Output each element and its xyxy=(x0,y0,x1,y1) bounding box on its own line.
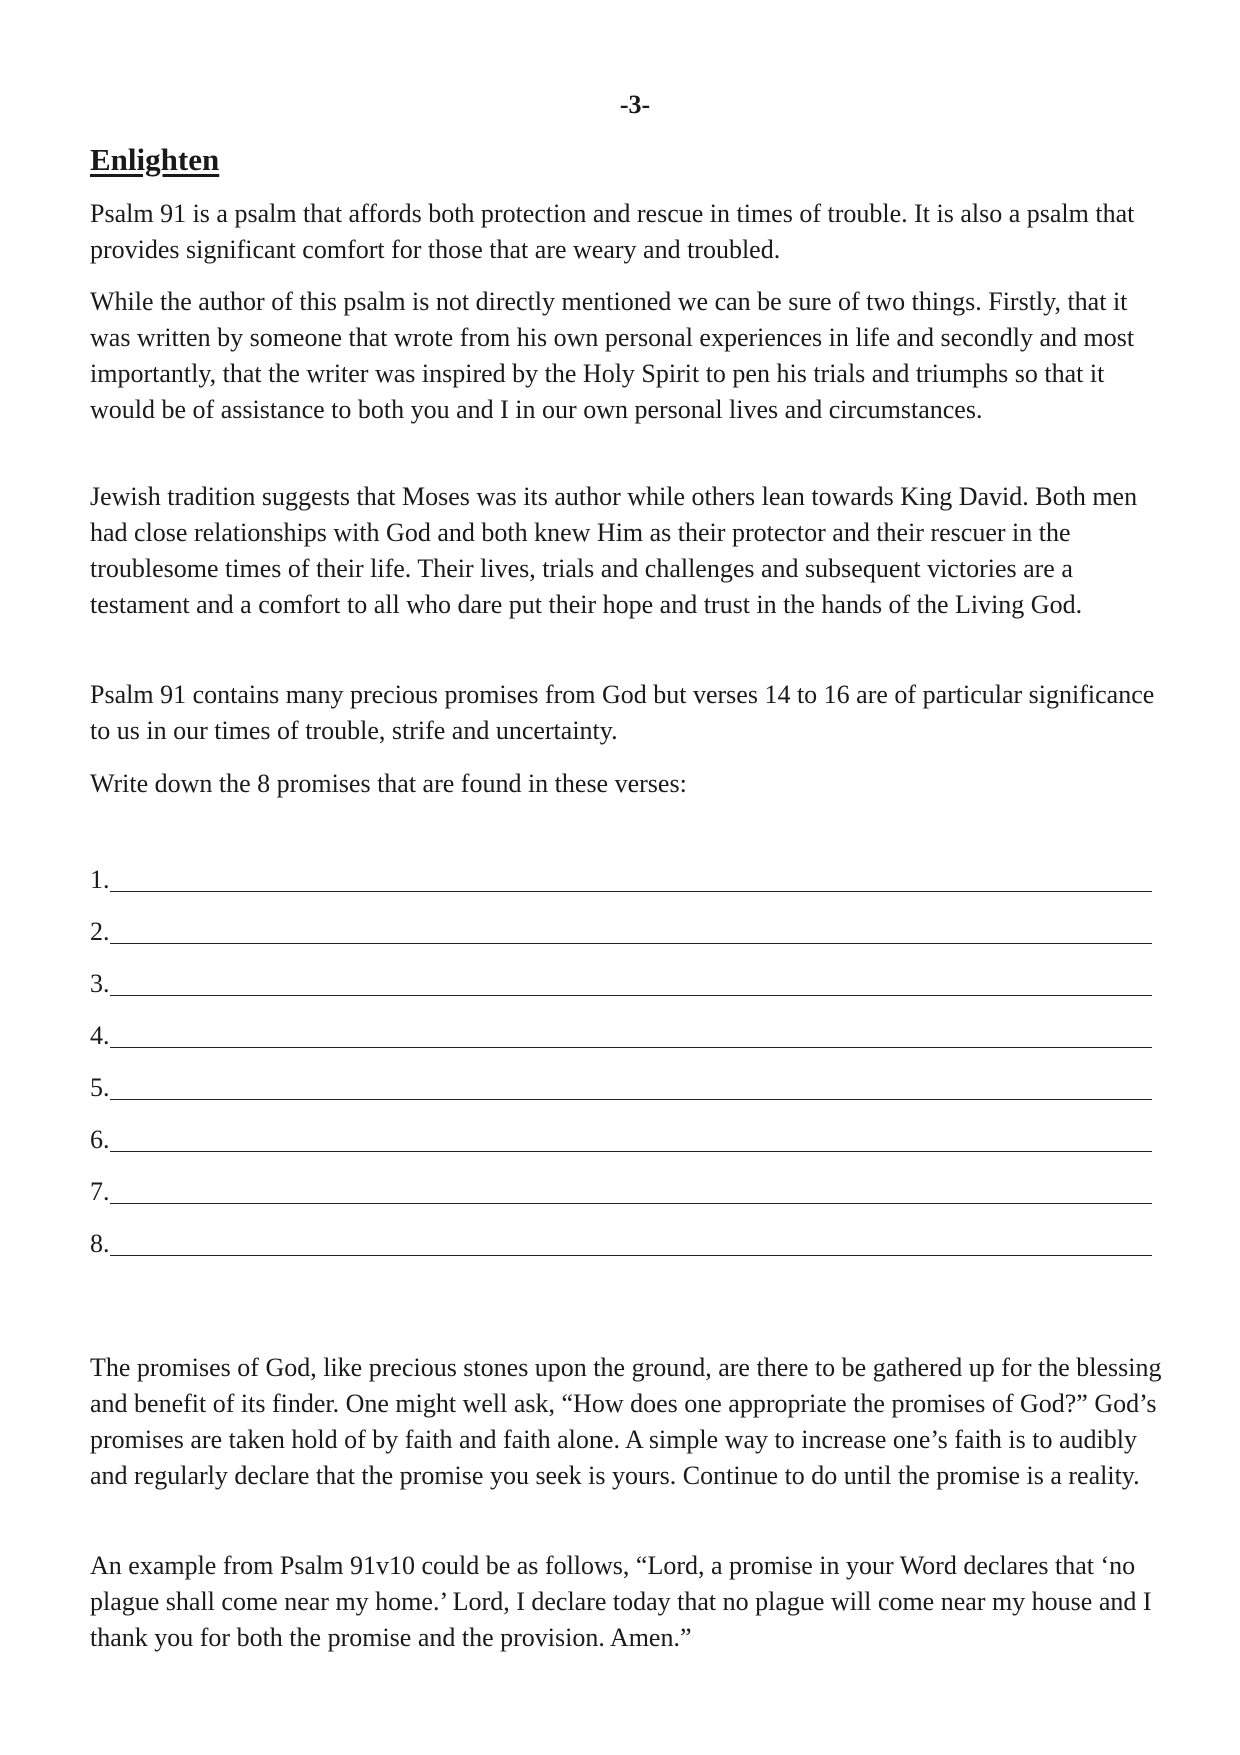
answer-number: 6. xyxy=(90,1125,110,1154)
answer-blank[interactable] xyxy=(110,1202,1153,1204)
paragraph-promises: Psalm 91 contains many precious promises from God but verses 14 to 16 are of particular significance to us in our times of trouble, strife and uncertainty. xyxy=(90,680,1155,745)
section-heading: Enlighten xyxy=(90,142,220,177)
answer-line-6[interactable] xyxy=(90,1122,1152,1158)
answer-blank[interactable] xyxy=(110,1098,1153,1100)
paragraph-tradition: Jewish tradition suggests that Moses was its author while others lean towards King David. Both men had close relationships with God and both knew Him as their protector and their rescuer in the troublesome times of their life. Their lives, trials and challenges and subsequent victories are a testament and a comfort to all who dare put their hope and trust in the hands of the Living God. xyxy=(90,482,1138,619)
paragraph-example: An example from Psalm 91v10 could be as follows, “Lord, a promise in your Word declares that ‘no plague shall come near my home.’ Lord, I declare today that no plague will come near my house and I thank you for both the promise and the provision. Amen.” xyxy=(90,1551,1152,1652)
answer-blank[interactable] xyxy=(110,994,1153,996)
answer-line-2[interactable] xyxy=(90,914,1152,950)
answer-number: 7. xyxy=(90,1177,110,1206)
answer-number: 2. xyxy=(90,917,110,946)
answer-blank[interactable] xyxy=(110,942,1153,944)
answer-blank[interactable] xyxy=(110,1150,1153,1152)
paragraph-intro: Psalm 91 is a psalm that affords both protection and rescue in times of trouble. It is also a psalm that provides significant comfort for those that are weary and troubled. xyxy=(90,199,1135,264)
paragraph-appropriate: The promises of God, like precious stones upon the ground, are there to be gathered up for the blessing and benefit of its finder. One might well ask, “How does one appropriate the promises of God?” God’s promises are taken hold of by faith and faith alone. A simple way to increase one’s faith is to audibly and regularly declare that the promise you seek is yours. Continue to do until the promise is a reality. xyxy=(90,1353,1162,1490)
answer-number: 4. xyxy=(90,1021,110,1050)
answer-blank[interactable] xyxy=(110,1046,1153,1048)
answer-blank[interactable] xyxy=(110,1254,1153,1256)
answer-blank[interactable] xyxy=(110,890,1153,892)
answer-line-1[interactable] xyxy=(90,862,1152,898)
paragraph-author: While the author of this psalm is not directly mentioned we can be sure of two things. Firstly, that it was written by someone that wrote from his own personal experiences in life and secondly and most importantly, that the writer was inspired by the Holy Spirit to pen his trials and triumphs so that it would be of assistance to both you and I in our own personal lives and circumstances. xyxy=(90,287,1135,424)
answer-line-4[interactable] xyxy=(90,1018,1152,1054)
answer-line-7[interactable] xyxy=(90,1174,1152,1210)
page-number: -3- xyxy=(619,90,651,119)
answer-line-5[interactable] xyxy=(90,1070,1152,1106)
answer-line-3[interactable] xyxy=(90,966,1152,1002)
answer-number: 5. xyxy=(90,1073,110,1102)
answer-line-8[interactable] xyxy=(90,1226,1152,1262)
answer-number: 1. xyxy=(90,865,110,894)
paragraph-instruction: Write down the 8 promises that are found in these verses: xyxy=(90,769,687,798)
answer-number: 3. xyxy=(90,969,110,998)
answer-number: 8. xyxy=(90,1229,110,1258)
